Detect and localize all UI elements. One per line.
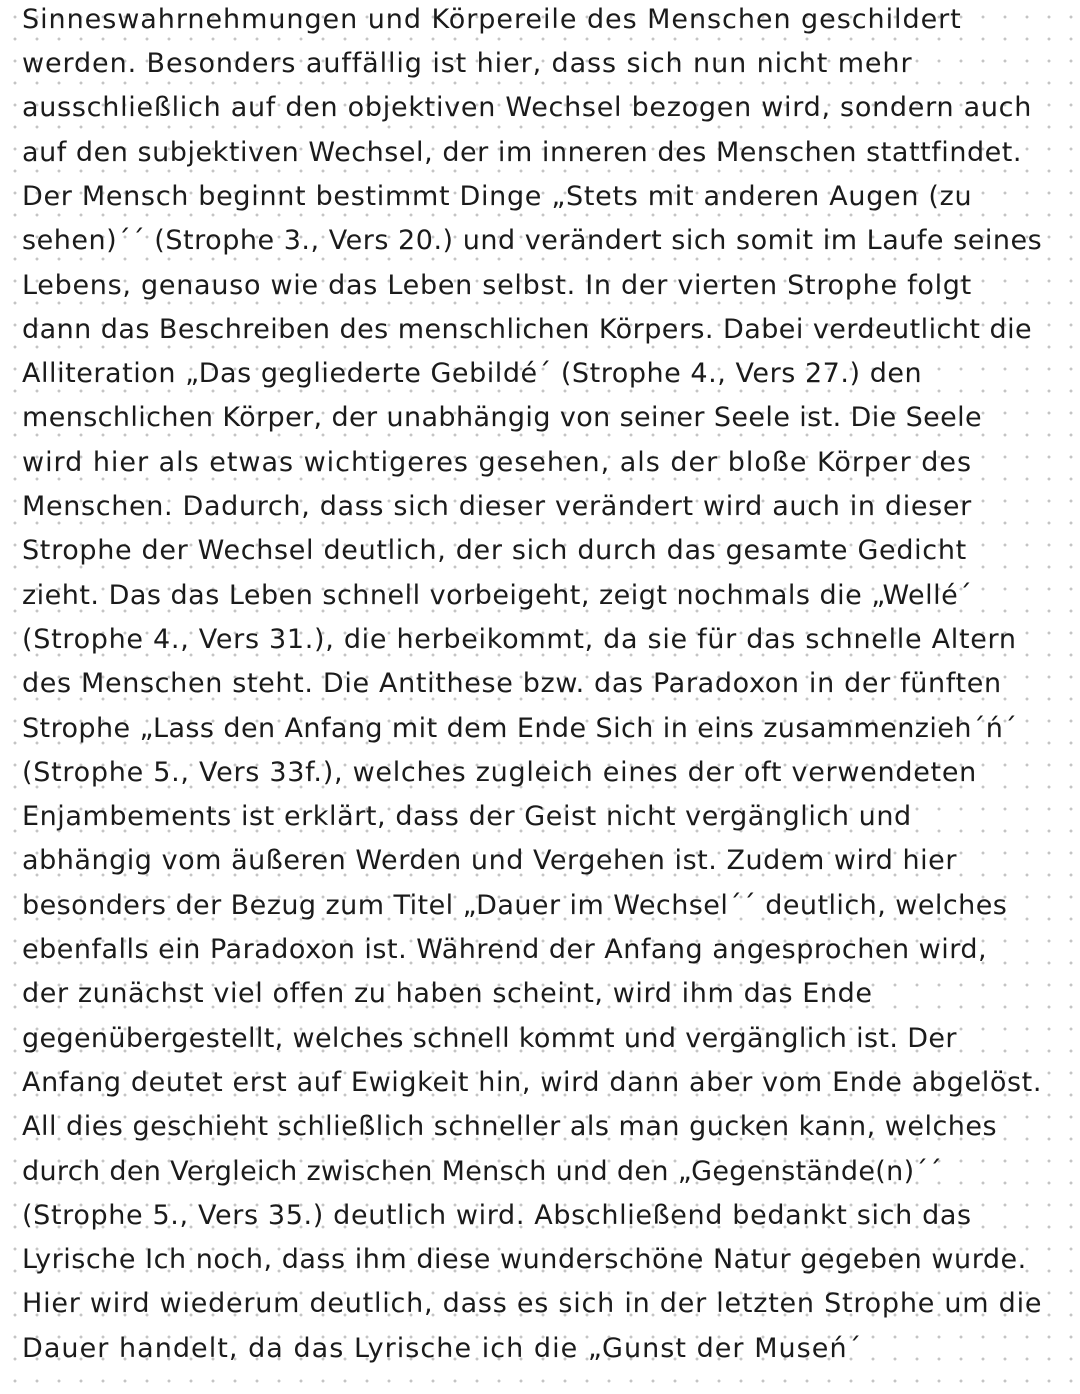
- text-line: sehen)´´ (Strophe 3., Vers 20.) und verändert sich somit im Laufe seines: [22, 225, 1043, 256]
- text-line: Lyrische Ich noch, dass ihm diese wunderschöne Natur gegeben wurde.: [22, 1244, 1027, 1275]
- text-line: Strophe „Lass den Anfang mit dem Ende Sich in eins zusammenzieh´ń´: [22, 713, 1018, 744]
- text-line: auf den subjektiven Wechsel, der im inneren des Menschen stattfindet.: [22, 137, 1023, 168]
- text-line: dann das Beschreiben des menschlichen Körpers. Dabei verdeutlicht die: [22, 314, 1033, 345]
- text-line: (Strophe 5., Vers 35.) deutlich wird. Abschließend bedankt sich das: [22, 1200, 972, 1231]
- text-line: Dauer handelt, da das Lyrische ich die „Gunst der Museń´: [22, 1333, 863, 1364]
- text-line: Hier wird wiederum deutlich, dass es sich in der letzten Strophe um die: [22, 1288, 1043, 1319]
- text-line: Strophe der Wechsel deutlich, der sich durch das gesamte Gedicht: [22, 535, 967, 566]
- text-line: Anfang deutet erst auf Ewigkeit hin, wird dann aber vom Ende abgelöst.: [22, 1067, 1043, 1098]
- text-line: Der Mensch beginnt bestimmt Dinge „Stets mit anderen Augen (zu: [22, 181, 973, 212]
- text-line: werden. Besonders auffällig ist hier, dass sich nun nicht mehr: [22, 48, 913, 79]
- text-line: wird hier als etwas wichtigeres gesehen, als der bloße Körper des: [22, 447, 973, 478]
- text-line: ausschließlich auf den objektiven Wechsel bezogen wird, sondern auch: [22, 92, 1033, 123]
- text-line: besonders der Bezug zum Titel „Dauer im Wechsel´´ deutlich, welches: [22, 890, 1008, 921]
- text-line: durch den Vergleich zwischen Mensch und den „Gegenstände(n)´´: [22, 1156, 943, 1187]
- text-line: ebenfalls ein Paradoxon ist. Während der Anfang angesprochen wird,: [22, 934, 988, 965]
- text-line: Sinneswahrnehmungen und Körpereile des Menschen geschildert: [22, 4, 962, 35]
- text-line: (Strophe 5., Vers 33f.), welches zugleich eines der oft verwendeten: [22, 757, 977, 788]
- text-line: Lebens, genauso wie das Leben selbst. In der vierten Strophe folgt: [22, 270, 972, 301]
- text-line: der zunächst viel offen zu haben scheint, wird ihm das Ende: [22, 978, 873, 1009]
- text-line: (Strophe 4., Vers 31.), die herbeikommt, da sie für das schnelle Altern: [22, 624, 1017, 655]
- text-line: Enjambements ist erklärt, dass der Geist nicht vergänglich und: [22, 801, 912, 832]
- text-line: menschlichen Körper, der unabhängig von seiner Seele ist. Die Seele: [22, 402, 983, 433]
- text-line: Alliteration „Das gegliederte Gebildé´ (Strophe 4., Vers 27.) den: [22, 358, 923, 389]
- text-line: abhängig vom äußeren Werden und Vergehen ist. Zudem wird hier: [22, 845, 957, 876]
- text-line: All dies geschieht schließlich schneller als man gucken kann, welches: [22, 1111, 998, 1142]
- text-line: Menschen. Dadurch, dass sich dieser verändert wird auch in dieser: [22, 491, 972, 522]
- text-line: gegenübergestellt, welches schnell kommt und vergänglich ist. Der: [22, 1023, 957, 1054]
- text-line: zieht. Das das Leben schnell vorbeigeht, zeigt nochmals die „Wellé´: [22, 580, 973, 611]
- text-line: des Menschen steht. Die Antithese bzw. das Paradoxon in der fünften: [22, 668, 1002, 699]
